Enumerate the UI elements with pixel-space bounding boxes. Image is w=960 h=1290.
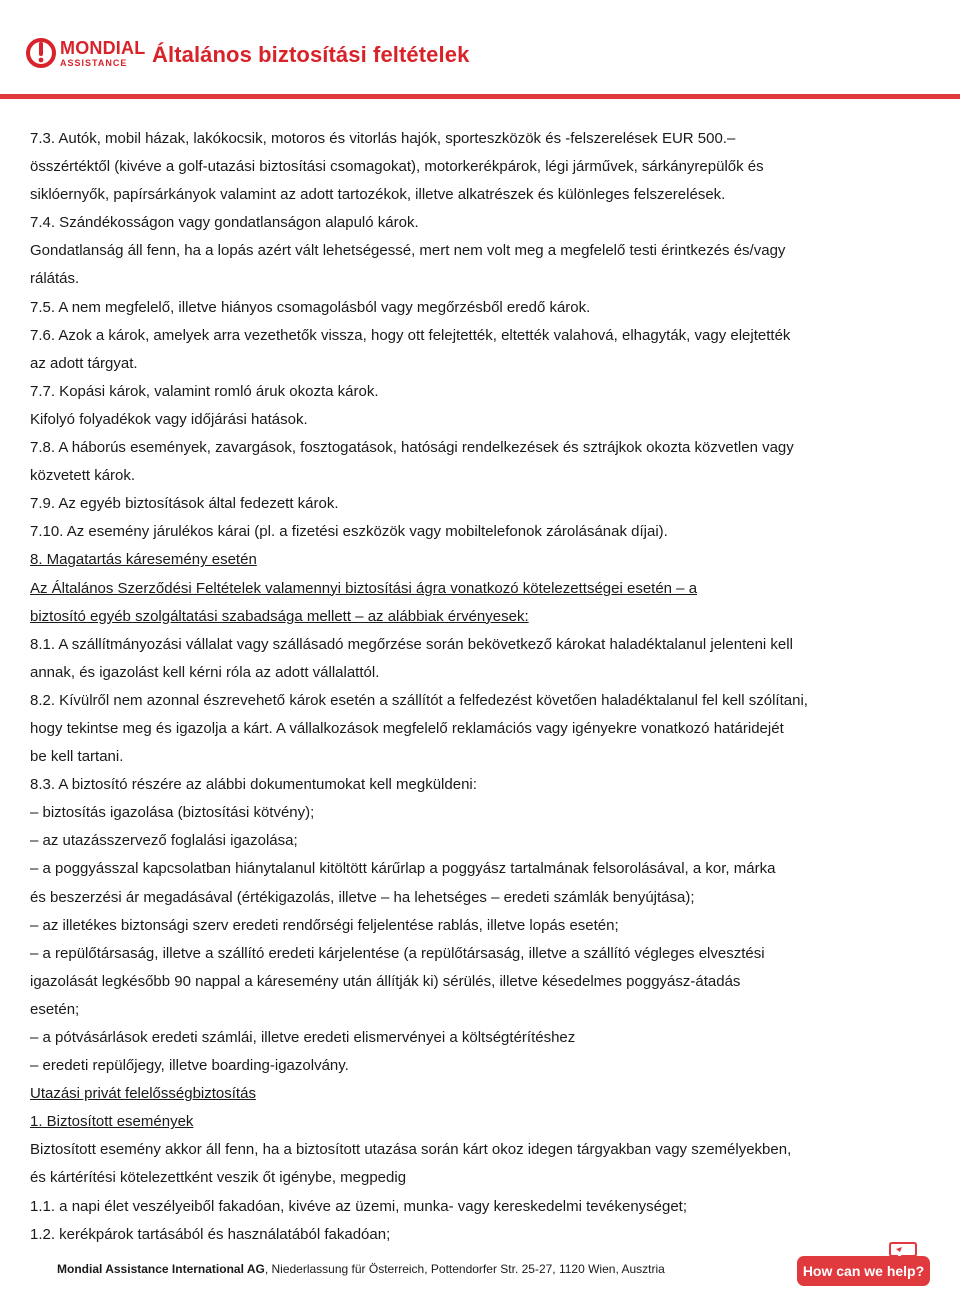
help-button-label: How can we help?: [802, 1263, 925, 1279]
text-line: 7.4. Szándékosságon vagy gondatlanságon alapuló károk.: [30, 214, 419, 232]
list-item: – a repülőtársaság, illetve a szállító eredeti kárjelentése (a repülőtársaság, illetve a szállító végleges elvesztési: [30, 944, 765, 962]
footer-address-text: , Niederlassung für Österreich, Pottendorfer Str. 25-27, 1120 Wien, Ausztria: [264, 1262, 665, 1276]
text-line: 7.5. A nem megfelelő, illetve hiányos csomagolásból vagy megőrzésből eredő károk.: [30, 298, 591, 316]
text-line: 1.1. a napi élet veszélyeiből fakadóan, kivéve az üzemi, munka- vagy kereskedelmi tevékenységet;: [30, 1197, 688, 1215]
text-line: siklóernyők, papírsárkányok valamint az adott tartozékok, illetve alkatrészek és különleges felszerelések.: [30, 186, 726, 204]
text-line: 7.7. Kopási károk, valamint romló áruk okozta károk.: [30, 382, 379, 400]
text-line: Biztosított esemény akkor áll fenn, ha a biztosított utazása során kárt okoz idegen tárgyakban vagy személyekben,: [30, 1141, 792, 1159]
text-line: 7.3. Autók, mobil házak, lakókocsik, motoros és vitorlás hajók, sporteszközök és -felszerelések EUR 500.–: [30, 130, 736, 147]
text-line: hogy tekintse meg és igazolja a kárt. A vállalkozások megfelelő reklamációs vagy igényekre vonatkozó határidejét: [30, 719, 784, 737]
section-heading: 8. Magatartás káresemény esetén: [30, 551, 257, 569]
list-item: és beszerzési ár megadásával (értékigazolás, illetve – ha lehetséges – eredeti számlák benyújtása);: [30, 888, 695, 906]
section-intro-line: biztosító egyéb szolgáltatási szabadsága mellett – az alábbiak érvényesek:: [30, 607, 529, 625]
document-body: [30, 125, 910, 1249]
text-line: és kártérítési kötelezettként veszik őt igénybe, megpedig: [30, 1169, 407, 1187]
text-line: rálátás.: [30, 270, 80, 288]
mondial-logo-icon: [26, 38, 56, 68]
header-divider: [0, 94, 960, 99]
text-line: Kifolyó folyadékok vagy időjárási hatások.: [30, 410, 308, 428]
text-line: 7.10. Az esemény járulékos kárai (pl. a fizetési eszközök vagy mobiltelefonok zárolásának díjai).: [30, 523, 668, 541]
footer-company: Mondial Assistance International AG: [57, 1262, 265, 1276]
list-item: – a poggyásszal kapcsolatban hiánytalanul kitöltött kárűrlap a poggyász tartalmának felsorolásával, a kor, márka: [30, 860, 776, 878]
text-line: Gondatlanság áll fenn, ha a lopás azért vált lehetségessé, mert nem volt meg a megfelelő testi érintkezés és/vagy: [30, 242, 786, 260]
text-line: összértéktől (kivéve a golf-utazási biztosítási csomagokat), motorkerékpárok, légi járművek, sárkányrepülők és: [30, 158, 764, 176]
text-line: 7.6. Azok a károk, amelyek arra vezethetők vissza, hogy ott felejtették, eltették valahová, elhagyták, vagy elejtették: [30, 326, 791, 344]
help-button[interactable]: [797, 1256, 930, 1286]
text-line: az adott tárgyat.: [30, 354, 138, 372]
list-item: – a pótvásárlások eredeti számlái, illetve eredeti elismervényei a költségtérítéshez: [30, 1029, 576, 1046]
section-intro-line: Az Általános Szerződési Feltételek valamennyi biztosítási ágra vonatkozó kötelezettségei esetén – a: [30, 579, 698, 597]
text-line: 8.2. Kívülről nem azonnal észrevehető károk esetén a szállítót a felfedezést követően haladéktalanul fel kell szólítani,: [30, 691, 808, 709]
text-line: 8.1. A szállítmányozási vállalat vagy szállásadó megőrzése során bekövetkező károkat haladéktalanul jelenteni kell: [30, 635, 793, 653]
section-heading: 1. Biztosított események: [30, 1113, 194, 1131]
text-line: annak, és igazolást kell kérni róla az adott vállalattól.: [30, 663, 380, 681]
text-line: 7.9. Az egyéb biztosítások által fedezett károk.: [30, 495, 339, 513]
list-item: – az illetékes biztonsági szerv eredeti rendőrségi feljelentése rablás, illetve lopás esetén;: [30, 916, 619, 934]
footer-address: [57, 1261, 665, 1277]
logo-subtitle: ASSISTANCE: [60, 58, 128, 68]
page-header: [0, 0, 960, 106]
text-line: 7.8. A háborús események, zavargások, fosztogatások, hatósági rendelkezések és sztrájkok okozta közvetlen vagy: [30, 439, 794, 457]
text-line: 1.2. kerékpárok tartásából és használatából fakadóan;: [30, 1225, 391, 1243]
text-line: közvetett károk.: [30, 467, 136, 485]
mondial-logo: [26, 36, 146, 72]
section-heading: Utazási privát felelősségbiztosítás: [30, 1085, 256, 1103]
list-item: – biztosítás igazolása (biztosítási kötvény);: [30, 804, 315, 822]
text-line: 8.3. A biztosító részére az alábbi dokumentumokat kell megküldeni:: [30, 776, 477, 794]
list-item: – az utazásszervező foglalási igazolása;: [30, 832, 298, 850]
text-line: be kell tartani.: [30, 748, 124, 766]
list-item: esetén;: [30, 1000, 80, 1018]
list-item: igazolását legkésőbb 90 nappal a káresemény után állítják ki) sérülés, illetve késedelmes poggyász-átadás: [30, 972, 741, 990]
document-title: Általános biztosítási feltételek: [152, 42, 470, 67]
list-item: – eredeti repülőjegy, illetve boarding-igazolvány.: [30, 1057, 349, 1075]
logo-wordmark: MONDIAL: [60, 38, 146, 58]
